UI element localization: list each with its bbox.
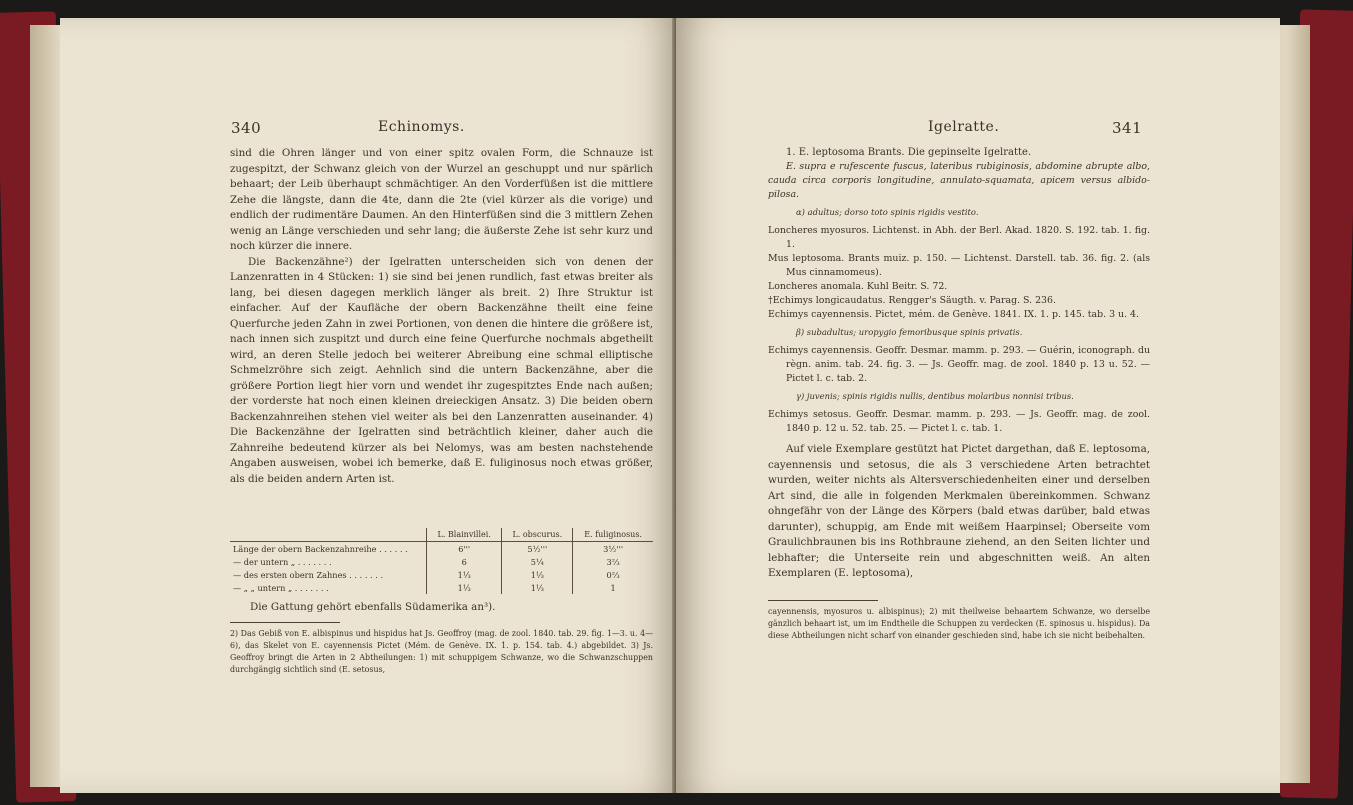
variety-alpha: α) adultus; dorso toto spinis rigidis vestito.: [796, 207, 979, 217]
table-cell: 6''': [427, 542, 502, 556]
right-paragraph: Auf viele Exemplare gestützt hat Pictet dargethan, daß E. leptosoma, cayennensis und setosus, die als 3 verschiedene Arten betrachtet wurden, weiter nichts als Altersverschiedenheiten einer und derselben Art sind, die alle in folgenden Merkmalen übereinkommen. Schwanz ohngefähr von der Länge des Körpers (bald etwas darüber, bald etwas darunter), schuppig, am Ende mit weißem Haarpinsel; Oberseite vom Graulichbraunen bis ins Rothbraune ziehend, an den Seiten lichter und lebhafter; die Unterseite rein und abgeschnitten weiß. An alten Exemplaren (E. leptosoma),: [768, 443, 1150, 579]
right-running-title: Igelratte.: [928, 119, 1000, 135]
footnote-rule: [768, 600, 878, 601]
synonym-entry: Echimys cayennensis. Geoffr. Desmar. mamm. p. 293. — Guérin, iconograph. du règn. anim. tab. 24. fig. 3. — Js. Geoffr. mag. de zool. 1840 p. 13 u. 52. — Pictet l. c. tab. 2.: [768, 345, 1150, 384]
table-row: [230, 542, 653, 556]
variety-beta: β) subadultus; uropygio femoribusque spinis privatis.: [796, 327, 1023, 337]
left-paragraph-1: sind die Ohren länger und von einer spitz ovalen Form, die Schnauze ist zugespitzt, der Schwanz gleich von der Wurzel an geschuppt und nur spärlich behaart; der Leib überhaupt schmächtiger. An den Vorderfüßen ist die mittlere Zehe die längste, dann die 4te, dann die 2te (viel kürzer als die vorige) und endlich der rudimentäre Daumen. An den Hinterfüßen sind die 3 mittlern Zehen wenig an Länge verschieden und sehr lang; die äußerste Zehe ist sehr kurz und noch kürzer die innere.: [230, 147, 653, 252]
synonym-entry: Mus leptosoma. Brants muiz. p. 150. — Lichtenst. Darstell. tab. 36. fig. 2. (als Mus cinnamomeus).: [768, 253, 1150, 278]
table-row-label: — der untern „ . . . . . . .: [233, 556, 332, 567]
table-row: [230, 568, 653, 581]
right-body: [768, 146, 1150, 582]
right-page-number: 341: [1112, 119, 1143, 137]
footnote: 2) Das Gebiß von E. albispinus und hispidus hat Js. Geoffroy (mag. de zool. 1840. tab. 29. fig. 1—3. u. 4—6), das Skelet von E. cayennensis Pictet (Mém. de Genève. IX. 1. p. 154. tab. 4.) abgebildet. 3) Js. Geoffroy bringt die Arten in 2 Abtheilungen: 1) mit schuppigem Schwanze, wo die Schwanzschuppen durchgängig sichtlich sind (E. setosus,: [230, 629, 653, 674]
synonym-entry: Echimys setosus. Geoffr. Desmar. mamm. p. 293. — Js. Geoffr. mag. de zool. 1840 p. 12 u. 52. tab. 25. — Pictet l. c. tab. 1.: [768, 409, 1150, 434]
table-row-label: Länge der obern Backenzahnreihe . . . . . .: [233, 543, 408, 554]
left-body: [230, 146, 653, 487]
table-cell: 1⅓: [427, 581, 502, 594]
table-cell: 5½''': [502, 542, 573, 556]
left-page: [60, 18, 678, 793]
diagnosis: E. supra e rufescente fuscus, lateribus rubiginosis, abdomine abrupte albo, cauda circa corporis longitudine, annulato-squamata, apicem versus albido-pilosa.: [768, 161, 1150, 200]
table-row-label: — „ „ untern „ . . . . . . .: [233, 582, 329, 593]
table-cell: 1⅓: [427, 568, 502, 581]
table-cell: 3⅔: [573, 555, 653, 568]
table-cell: 1⅓: [502, 581, 573, 594]
table-cell: 5¼: [502, 555, 573, 568]
synonym-entry: Loncheres myosuros. Lichtenst. in Abh. der Berl. Akad. 1820. S. 192. tab. 1. fig. 1.: [768, 225, 1150, 250]
table-cell: 6: [427, 555, 502, 568]
left-closing-line: Die Gattung gehört ebenfalls Südamerika an³).: [250, 601, 496, 613]
left-page-number: 340: [231, 119, 262, 137]
table-cell: 1⅓: [502, 568, 573, 581]
table-row: [230, 555, 653, 568]
right-footnote: cayennensis, myosuros u. albispinus); 2) mit theilweise behaartem Schwanze, wo derselbe gänzlich behaart ist, um im Endtheile die Schuppen zu verdecken (E. spinosus u. hispidus). Da diese Abtheilungen nicht scharf von einander geschieden sind, habe ich sie nicht beibehalten.: [768, 607, 1150, 640]
table-row-label: — des ersten obern Zahnes . . . . . . .: [233, 569, 384, 580]
synonym-entry: Echimys cayennensis. Pictet, mém. de Genève. 1841. IX. 1. p. 145. tab. 3 u. 4.: [768, 309, 1139, 320]
synonym-entry: Loncheres anomala. Kuhl Beitr. S. 72.: [768, 281, 948, 292]
table-header: L. Blainvillei.: [427, 528, 502, 542]
right-page: [676, 18, 1280, 793]
left-running-title: Echinomys.: [378, 119, 465, 135]
table-cell: 3½''': [573, 542, 653, 556]
table-cell: 0⅔: [573, 568, 653, 581]
measurement-table: [230, 528, 653, 594]
left-footnotes: [230, 628, 653, 676]
table-header: L. obscurus.: [502, 528, 573, 542]
left-paragraph-2: Die Backenzähne²) der Igelratten unterscheiden sich von denen der Lanzenratten in 4 Stücken: 1) sie sind bei jenen rundlich, fast etwas breiter als lang, bei diesen dagegen merklich länger als breit. 2) Ihre Struktur ist einfacher. Auf der Kaufläche der obern Backenzähne theilt eine feine Querfurche jeden Zahn in zwei Portionen, von denen die hintere die größere ist, nach innen sich zuspitzt und durch eine feine Querfurche nochmals abgetheilt wird, an deren Stelle jedoch bei weiterer Abreibung eine schmal elliptische Schmelzröhre sich zeigt. Aehnlich sind die untern Backenzähne, aber die größere Portion liegt hier vorn und wendet ihr zugespitztes Ende nach außen; der vorderste hat noch einen kleinen dreieckigen Ansatz. 3) Die beiden obern Backenzahnreihen stehen viel weiter als bei den Lanzenratten auseinander. 4) Die Backenzähne der Igelratten sind beträchtlich kleiner, daher auch die Zahnreihe bedeutend kürzer als bei Nelomys, was am besten nachstehende Angaben ausweisen, wobei ich bemerke, daß E. fuliginosus noch etwas größer, als die beiden andern Arten ist.: [230, 255, 653, 485]
synonym-entry: †Echimys longicaudatus. Rengger's Säugth. v. Parag. S. 236.: [768, 295, 1056, 306]
table-corner: [230, 528, 427, 542]
variety-gamma: γ) juvenis; spinis rigidis nullis, dentibus molaribus nonnisi tribus.: [796, 391, 1074, 401]
table-cell: 1: [573, 581, 653, 594]
species-heading: 1. E. leptosoma Brants. Die gepinselte Igelratte.: [786, 147, 1032, 158]
table-row: [230, 581, 653, 594]
table-header: E. fuliginosus.: [573, 528, 653, 542]
footnote-rule: [230, 622, 340, 623]
